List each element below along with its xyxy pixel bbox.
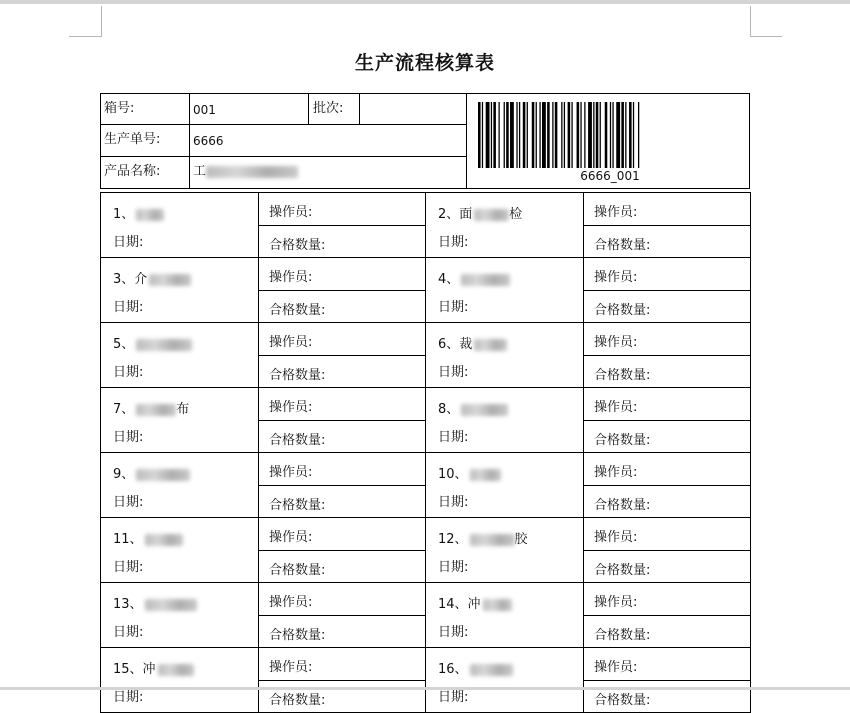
- barcode-bar: [625, 102, 626, 168]
- process-step-name: [113, 591, 258, 619]
- barcode-bar: [506, 102, 509, 168]
- step-name-suffix: 胶: [514, 532, 528, 547]
- date-label: 日期:: [438, 495, 469, 510]
- step-number: 2、: [438, 207, 460, 222]
- operator-field[interactable]: 操作员:: [259, 518, 426, 551]
- batch-label: 批次:: [313, 101, 344, 116]
- qualified-quantity-field[interactable]: 合格数量:: [259, 290, 426, 323]
- process-step-name: [438, 396, 583, 424]
- process-step-name: [113, 396, 258, 424]
- qualified-quantity-field[interactable]: 合格数量:: [259, 485, 426, 518]
- step-number: 9、: [113, 467, 135, 482]
- barcode-bar: [596, 102, 599, 168]
- crop-mark-top-left-horizontal: [69, 36, 101, 37]
- operator-field[interactable]: 操作员:: [584, 583, 751, 616]
- process-step-name: [113, 461, 258, 489]
- qualified-quantity-field[interactable]: 合格数量:: [259, 225, 426, 258]
- step-number: 11、: [113, 532, 143, 547]
- date-label: 日期:: [438, 235, 469, 250]
- process-step-cell: [426, 388, 584, 453]
- operator-field[interactable]: 操作员:: [584, 258, 751, 291]
- barcode-bar: [539, 102, 540, 168]
- redacted-text: [136, 404, 176, 416]
- barcode-bar: [493, 102, 496, 168]
- step-name-visible: 冲: [142, 662, 156, 677]
- window-top-edge: [0, 0, 850, 4]
- barcode-bar: [577, 102, 580, 168]
- barcode-bar: [571, 102, 572, 168]
- qualified-quantity-field[interactable]: 合格数量:: [584, 615, 751, 648]
- table-row: [101, 583, 751, 616]
- barcode-bar: [527, 102, 528, 168]
- process-step-cell: [426, 193, 584, 258]
- barcode-bar: [593, 102, 594, 168]
- process-step-name: [113, 331, 258, 359]
- box-number-label: 箱号:: [104, 101, 135, 116]
- step-number: 6、: [438, 337, 460, 352]
- barcode-bar: [568, 102, 571, 168]
- qualified-quantity-field[interactable]: 合格数量:: [584, 420, 751, 453]
- redacted-text: [474, 339, 507, 351]
- barcode-bar: [547, 102, 550, 168]
- date-label: 日期:: [438, 690, 469, 705]
- step-number: 1、: [113, 207, 135, 222]
- date-label: 日期:: [438, 300, 469, 315]
- step-number: 7、: [113, 402, 135, 417]
- process-step-name: [438, 266, 583, 294]
- qualified-quantity-field[interactable]: 合格数量:: [259, 355, 426, 388]
- barcode-bar: [610, 102, 611, 168]
- process-step-name: [113, 201, 258, 229]
- redacted-text: [461, 274, 510, 286]
- redacted-text: [483, 599, 512, 611]
- operator-field[interactable]: 操作员:: [259, 193, 426, 226]
- operator-field[interactable]: 操作员:: [584, 453, 751, 486]
- process-step-cell: [426, 323, 584, 388]
- redacted-text: [145, 534, 183, 546]
- process-step-cell: [426, 648, 584, 713]
- process-step-cell: [101, 323, 259, 388]
- qualified-quantity-field[interactable]: 合格数量:: [584, 485, 751, 518]
- process-step-cell: [101, 453, 259, 518]
- barcode-bar: [516, 102, 517, 168]
- date-label: 日期:: [113, 365, 144, 380]
- date-label: 日期:: [113, 560, 144, 575]
- barcode-bar: [523, 102, 526, 168]
- process-step-cell: [101, 388, 259, 453]
- barcode-bar: [486, 102, 490, 168]
- table-row: [101, 388, 751, 421]
- table-row: [101, 648, 751, 681]
- barcode-bar: [616, 102, 620, 168]
- operator-field[interactable]: 操作员:: [584, 518, 751, 551]
- step-name-suffix: 布: [176, 402, 190, 417]
- redacted-text: [474, 209, 509, 221]
- table-row: [101, 323, 751, 356]
- date-label: 日期:: [113, 430, 144, 445]
- operator-field[interactable]: 操作员:: [259, 453, 426, 486]
- step-number: 16、: [438, 662, 468, 677]
- redacted-text: [136, 209, 164, 221]
- barcode-bar: [561, 102, 562, 168]
- process-step-cell: [101, 193, 259, 258]
- redacted-text: [145, 599, 197, 611]
- barcode-bar: [504, 102, 505, 168]
- barcode-bar: [629, 102, 632, 168]
- date-label: 日期:: [113, 300, 144, 315]
- process-step-cell: [426, 453, 584, 518]
- date-label: 日期:: [438, 560, 469, 575]
- barcode-bar: [633, 102, 634, 168]
- operator-field[interactable]: 操作员:: [259, 323, 426, 356]
- date-label: 日期:: [438, 365, 469, 380]
- date-label: 日期:: [113, 495, 144, 510]
- process-step-cell: [426, 583, 584, 648]
- barcode-bar: [482, 102, 483, 168]
- redacted-text: [158, 664, 194, 676]
- process-table: [100, 192, 750, 713]
- header-divider: [100, 124, 466, 125]
- barcode-bar: [542, 102, 546, 168]
- header-divider: [466, 93, 467, 189]
- date-label: 日期:: [438, 430, 469, 445]
- barcode-bar: [536, 102, 537, 168]
- table-row: [101, 258, 751, 291]
- document-title: 生产流程核算表: [354, 52, 495, 74]
- barcode-bar: [588, 102, 592, 168]
- step-number: 12、: [438, 532, 468, 547]
- step-number: 14、: [438, 597, 468, 612]
- header-divider: [359, 93, 360, 124]
- qualified-quantity-field[interactable]: 合格数量:: [584, 290, 751, 323]
- barcode-bar: [612, 102, 613, 168]
- operator-field[interactable]: 操作员:: [259, 648, 426, 681]
- date-label: 日期:: [113, 235, 144, 250]
- header-divider: [189, 93, 190, 189]
- step-number: 13、: [113, 597, 143, 612]
- barcode-bar: [580, 102, 581, 168]
- barcode-image: [478, 102, 742, 168]
- redacted-text: [206, 166, 298, 178]
- crop-mark-top-left-vertical: [101, 6, 102, 37]
- process-step-cell: [426, 258, 584, 323]
- date-label: 日期:: [438, 625, 469, 640]
- crop-mark-top-right-horizontal: [750, 36, 782, 37]
- barcode-bar: [555, 102, 558, 168]
- table-row: [101, 193, 751, 226]
- process-step-name: [438, 201, 583, 229]
- table-row: [101, 518, 751, 551]
- barcode-bar: [552, 102, 553, 168]
- crop-mark-top-right-vertical: [750, 6, 751, 37]
- qualified-quantity-field[interactable]: 合格数量:: [259, 680, 426, 713]
- qualified-quantity-field[interactable]: 合格数量:: [259, 420, 426, 453]
- barcode-bar: [638, 102, 639, 168]
- process-step-name: [113, 656, 258, 684]
- barcode-bar: [605, 102, 608, 168]
- process-step-name: [438, 461, 583, 489]
- redacted-text: [470, 664, 513, 676]
- box-number-value: 001: [193, 103, 216, 117]
- header-divider: [308, 93, 309, 124]
- step-number: 10、: [438, 467, 468, 482]
- step-number: 3、: [113, 272, 135, 287]
- process-step-name: [438, 331, 583, 359]
- redacted-text: [470, 534, 515, 546]
- operator-field[interactable]: 操作员:: [584, 193, 751, 226]
- product-name-prefix: 工: [193, 164, 207, 179]
- barcode-bar: [532, 102, 535, 168]
- qualified-quantity-field[interactable]: 合格数量:: [259, 550, 426, 583]
- step-name-visible: 介: [134, 272, 148, 287]
- qualified-quantity-field[interactable]: 合格数量:: [584, 355, 751, 388]
- product-name-label: 产品名称:: [104, 164, 161, 179]
- operator-field[interactable]: 操作员:: [259, 388, 426, 421]
- barcode-bar: [584, 102, 585, 168]
- barcode-bar: [564, 102, 565, 168]
- step-number: 15、: [113, 662, 143, 677]
- step-name-visible: 裁: [459, 337, 473, 352]
- operator-field[interactable]: 操作员:: [259, 258, 426, 291]
- order-number-value: 6666: [193, 134, 224, 148]
- header-divider: [100, 156, 466, 157]
- barcode-bar: [621, 102, 624, 168]
- operator-field[interactable]: 操作员:: [584, 388, 751, 421]
- operator-field[interactable]: 操作员:: [584, 648, 751, 681]
- step-number: 5、: [113, 337, 135, 352]
- barcode-text: 6666_001: [580, 169, 640, 183]
- process-step-name: [438, 656, 583, 684]
- process-step-name: [438, 591, 583, 619]
- table-row: [101, 453, 751, 486]
- qualified-quantity-field[interactable]: 合格数量:: [584, 225, 751, 258]
- step-name-visible: 冲: [467, 597, 481, 612]
- barcode-bar: [498, 102, 499, 168]
- qualified-quantity-field[interactable]: 合格数量:: [259, 615, 426, 648]
- process-step-cell: [101, 258, 259, 323]
- step-number: 4、: [438, 272, 460, 287]
- redacted-text: [136, 469, 190, 481]
- redacted-text: [149, 274, 191, 286]
- process-step-cell: [101, 583, 259, 648]
- barcode-bar: [519, 102, 520, 168]
- date-label: 日期:: [113, 625, 144, 640]
- process-step-cell: [101, 648, 259, 713]
- step-name-visible: 面: [459, 207, 473, 222]
- process-step-cell: [101, 518, 259, 583]
- barcode-bar: [478, 102, 481, 168]
- operator-field[interactable]: 操作员:: [584, 323, 751, 356]
- date-label: 日期:: [113, 690, 144, 705]
- redacted-text: [136, 339, 192, 351]
- process-step-name: [113, 266, 258, 294]
- process-step-cell: [426, 518, 584, 583]
- product-name-value: [193, 164, 298, 180]
- process-step-name: [438, 526, 583, 554]
- process-step-name: [113, 526, 258, 554]
- redacted-text: [470, 469, 501, 481]
- qualified-quantity-field[interactable]: 合格数量:: [584, 680, 751, 713]
- qualified-quantity-field[interactable]: 合格数量:: [584, 550, 751, 583]
- redacted-text: [461, 404, 508, 416]
- operator-field[interactable]: 操作员:: [259, 583, 426, 616]
- step-name-suffix: 检: [509, 207, 523, 222]
- barcode-bar: [600, 102, 601, 168]
- order-number-label: 生产单号:: [104, 132, 161, 147]
- barcode-bar: [510, 102, 514, 168]
- barcode-bar: [491, 102, 492, 168]
- step-number: 8、: [438, 402, 460, 417]
